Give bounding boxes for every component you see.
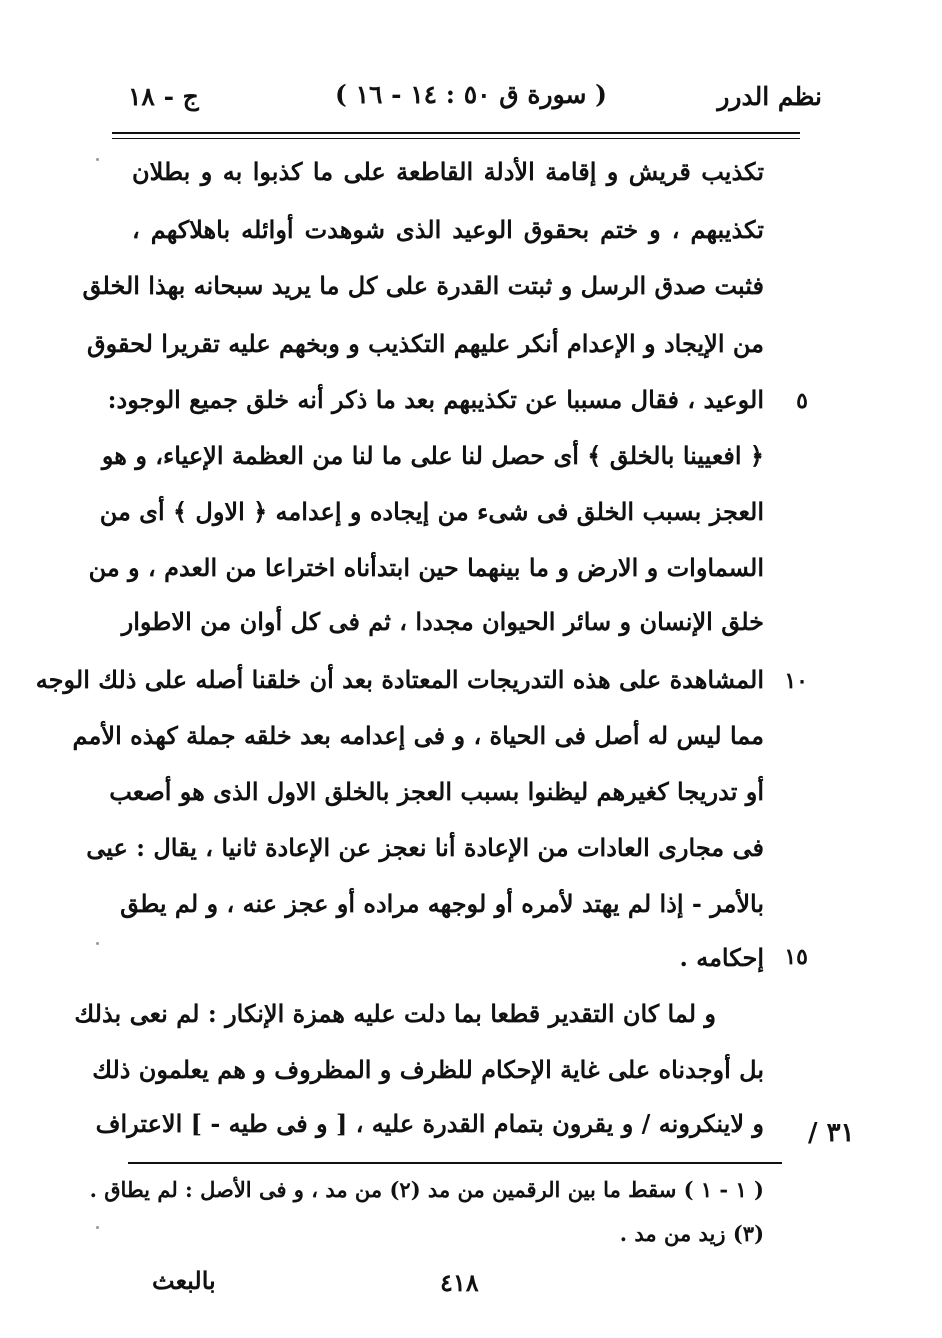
scan-speck: [96, 1226, 99, 1229]
text-line: خلق الإنسان و سائر الحيوان مجددا ، ثم فى كل أوان من الاطوار: [121, 607, 764, 636]
line-number-5: ٥: [796, 388, 808, 414]
header-rule-thick: [112, 132, 800, 134]
text-line: إحكامه .: [679, 943, 764, 972]
text-line: ﴿ افعيينا بالخلق ﴾ أى حصل لنا على ما لنا من العظمة الإعياء، و هو: [101, 441, 764, 470]
text-line: فثبت صدق الرسل و ثبتت القدرة على كل ما يريد سبحانه بهذا الخلق: [82, 271, 764, 300]
text-line: بالأمر - إذا لم يهتد لأمره أو لوجهه مراده أو عجز عنه ، و لم يطق: [120, 889, 764, 918]
footnote-1: ( ١ - ١ ) سقط ما بين الرقمين من مد (٢) من مد ، و فى الأصل : لم يطاق .: [89, 1177, 764, 1202]
text-line: العجز بسبب الخلق فى شىء من إيجاده و إعدامه ﴿ الاول ﴾ أى من: [99, 497, 764, 526]
volume-number: ج - ١٨: [128, 82, 199, 111]
scan-speck: [96, 158, 99, 161]
text-line: و لما كان التقدير قطعا بما دلت عليه همزة الإنكار : لم نعى بذلك: [74, 999, 716, 1028]
line-number-15: ١٥: [784, 944, 808, 970]
text-line: من الإيجاد و الإعدام أنكر عليهم التكذيب و وبخهم عليه تقريرا لحقوق: [86, 329, 764, 358]
footnote-rule: [128, 1162, 782, 1164]
text-line: السماوات و الارض و ما بينهما حين ابتدأناه اختراعا من العدم ، و من: [88, 553, 764, 582]
scan-speck: [96, 942, 99, 945]
header-rule-thin: [112, 138, 800, 139]
text-line: و لاينكرونه / و يقرون بتمام القدرة عليه ، [ و فى طيه - ] الاعتراف: [95, 1109, 764, 1138]
surah-reference: ( سورة ق ٥٠ : ١٤ - ١٦ ): [335, 80, 607, 109]
text-line: فى مجارى العادات من الإعادة أنا نعجز عن الإعادة ثانيا ، يقال : عيى: [86, 833, 764, 862]
line-number-10: ١٠: [784, 668, 808, 694]
page-number: ٤١٨: [440, 1268, 479, 1297]
margin-page-note: ٣١ /: [808, 1118, 855, 1148]
book-title: نظم الدرر: [717, 82, 822, 111]
text-line: الوعيد ، فقال مسببا عن تكذيبهم بعد ما ذكر أنه خلق جميع الوجود:: [107, 385, 764, 414]
text-line: أو تدريجا كغيرهم ليظنوا بسبب العجز بالخلق الاول الذى هو أصعب: [109, 777, 764, 806]
text-line: بل أوجدناه على غاية الإحكام للظرف و المظروف و هم يعلمون ذلك: [92, 1055, 764, 1084]
text-line: تكذيبهم ، و ختم بحقوق الوعيد الذى شوهدت أوائله باهلاكهم ،: [132, 215, 764, 244]
footnote-2: (٣) زيد من مد .: [619, 1221, 764, 1246]
catchword: بالبعث: [152, 1266, 216, 1295]
text-line: مما ليس له أصل فى الحياة ، و فى إعدامه بعد خلقه جملة كهذه الأمم: [72, 721, 764, 750]
text-line: المشاهدة على هذه التدريجات المعتادة بعد أن خلقنا أصله على ذلك الوجه: [35, 665, 764, 694]
text-line: تكذيب قريش و إقامة الأدلة القاطعة على ما كذبوا به و بطلان: [132, 157, 764, 186]
